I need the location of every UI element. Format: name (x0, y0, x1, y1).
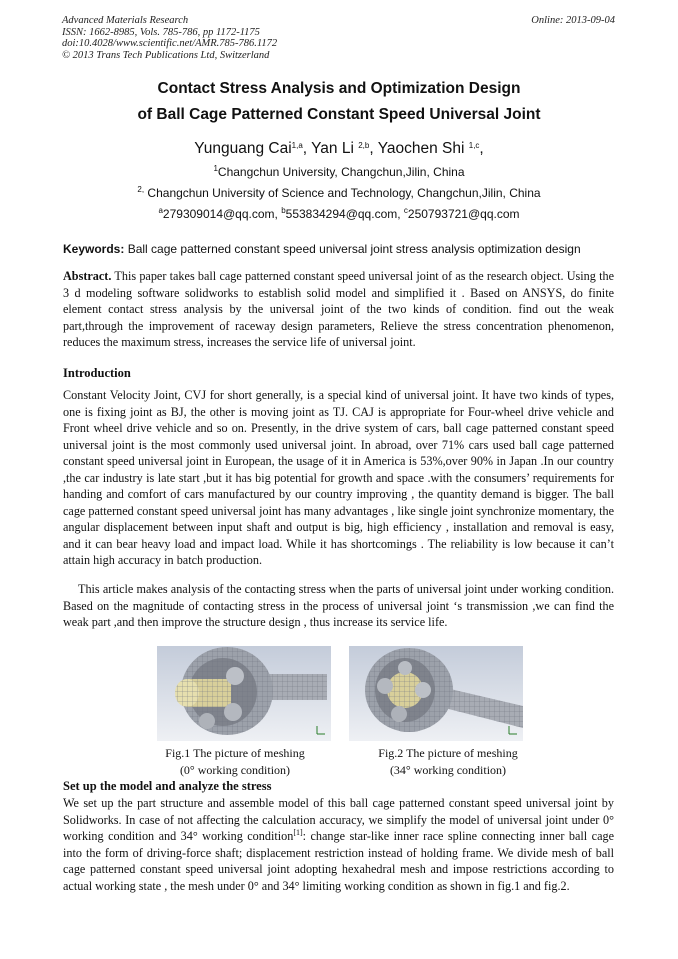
email-sup: c (403, 206, 408, 215)
figure-1-mesh-image (157, 646, 331, 741)
mesh-render-0deg (157, 646, 331, 741)
figure-2-mesh-image (349, 646, 523, 741)
setup-text: : change star-like inner race spline connecting inner ball cage into the form of driving-force shaft; displacement restriction instead of holding frame. We divide mesh of ball cage patterned constant speed universal joint adopting hexahedral mesh and impose restrictions according to actual working state , the mesh under 0° and 34° limiting working condition as shown in fig.1 and fig.2. (63, 829, 614, 893)
abstract-text: This paper takes ball cage patterned constant speed universal joint of as the research object. Using the 3 d modeling software solidworks to establish solid model and simplified it . Based on ANSYS, do finite element contact stress analysis by the universal joint of the two kinds of condition. find out the weak part,through the improvement of raceway design parameters, Relieve the stress concentration phenomenon, reduces the maximum stress, increases the service life of universal joint. (63, 269, 614, 349)
caption-line: Fig.1 The picture of meshing (165, 746, 305, 760)
section-heading-setup: Set up the model and analyze the stress (63, 779, 272, 793)
journal-header (62, 15, 277, 61)
keywords (63, 242, 623, 256)
email: 553834294@qq.com, (285, 207, 404, 221)
affiliation-sup: 2, (137, 185, 145, 194)
author-name: , Yan Li (302, 140, 359, 157)
affiliation-2 (0, 186, 678, 200)
online-date: Online: 2013-09-04 (531, 15, 615, 26)
affiliation-text: Changchun University, Changchun,Jilin, China (217, 165, 465, 179)
author-name: , Yaochen Shi (369, 140, 469, 157)
abstract (63, 268, 614, 351)
author-list (0, 140, 678, 158)
email-list (0, 207, 678, 221)
author-sup: 2,b (358, 141, 370, 150)
email-sup: b (281, 206, 286, 215)
paper-title-line1: Contact Stress Analysis and Optimization Design (157, 80, 521, 97)
intro-paragraph-2: This article makes analysis of the contacting stress when the parts of universal joint under working condition. Based on the magnitude of contacting stress in the process of universal joint ‘s transmission ,we can find the weak part ,and then improve the structure design , thus increase its service life. (63, 582, 614, 629)
affiliation-1 (0, 165, 678, 179)
setup-paragraph (63, 795, 614, 894)
abstract-label: Abstract. (63, 269, 112, 283)
figure-2-caption (358, 745, 538, 779)
issn-line: ISSN: 1662-8985, Vols. 785-786, pp 1172-1175 (62, 26, 260, 38)
author-sup: 1,a (291, 141, 303, 150)
author-sup: 1,c (468, 141, 480, 150)
intro-paragraph-1: Constant Velocity Joint, CVJ for short generally, is a special kind of universal joint. It have two kinds of types, one is fixing joint as BJ, the other is moving joint as TJ. CAJ is appropriate for Four-wheel drive vehicle and Front wheel drive vehicle and so on. Presently, in the drive system of cars, ball cage patterned constant speed universal joint is the most commonly used universal joint. In abroad, over 71% cars used ball cage patterned constant speed universal joint in European, the usage of it in America is 53%,over 90% in Japan .In our country ,the car industry is late start ,but it has big potential for growth and space .with the consumers’ requirements for handing and comfort of cars manufactured by our country improving , the quantity demand is bigger. The ball cage patterned constant speed universal joint has many advantages , like single joint synchronize momentary, the angular displacement between input shaft and output is big, high efficiency , installation and removal is easy, and it can bear heavy load and impact load. While it has shortcomings . The reliability is low because it can’t attain high accuracy in batch production. (63, 388, 614, 567)
section-heading-introduction: Introduction (63, 366, 131, 380)
copyright-line: © 2013 Trans Tech Publications Ltd, Switzerland (62, 49, 270, 61)
caption-line: Fig.2 The picture of meshing (378, 746, 518, 760)
journal-name: Advanced Materials Research (62, 15, 189, 26)
setup-text: We set up the part structure and assemble model of this ball cage patterned constant speed universal joint by Solidworks. In case of not affecting the calculation accuracy, we simplify the model of universal joint under 0° working condition and 34° working condition (63, 796, 614, 843)
keywords-text: Ball cage patterned constant speed universal joint stress analysis optimization design (124, 242, 581, 256)
mesh-render-34deg (349, 646, 523, 741)
caption-line: (0° working condition) (179, 763, 291, 777)
paper-title-line2: of Ball Cage Patterned Constant Speed Universal Joint (137, 106, 541, 123)
email: 250793721@qq.com (407, 207, 520, 221)
author-end: , (479, 140, 484, 157)
caption-line: (34° working condition) (389, 763, 507, 777)
email-sup: a (158, 206, 163, 215)
affiliation-text: Changchun University of Science and Technology, Changchun,Jilin, China (144, 186, 541, 200)
citation-ref: [1] (293, 828, 303, 837)
figure-1-caption (147, 745, 323, 779)
email: 279309014@qq.com, (162, 207, 282, 221)
affiliation-sup: 1 (213, 164, 218, 173)
doi-line: doi:10.4028/www.scientific.net/AMR.785-786.1172 (62, 38, 278, 49)
author-name: Yunguang Cai (194, 140, 292, 157)
keywords-label: Keywords: (63, 242, 125, 256)
